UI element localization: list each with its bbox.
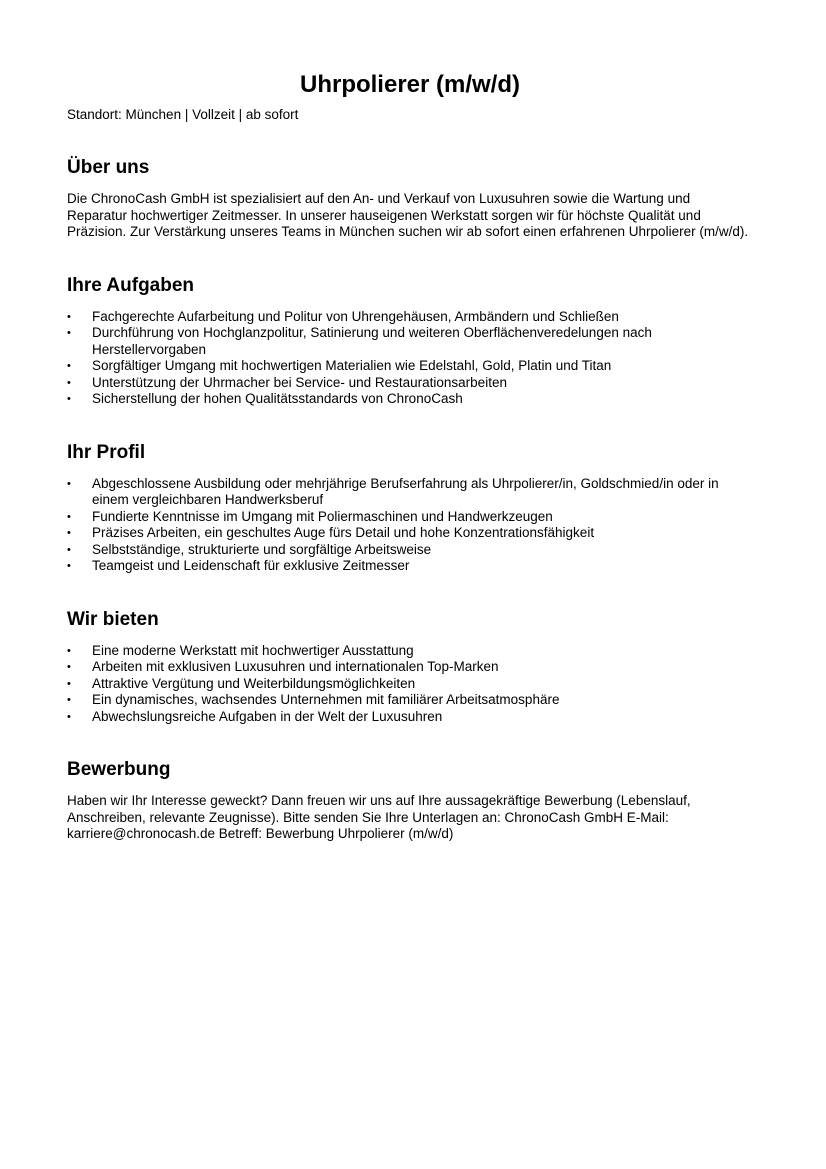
list-item [67,391,753,408]
list-item [67,659,753,676]
list-item-text: Abgeschlossene Ausbildung oder mehrjährige Berufserfahrung als Uhrpolierer/in, Goldschmied/in oder in einem vergleichbaren Handwerksberuf [92,475,719,507]
bullet-icon: • [67,360,71,372]
bullet-list [67,643,753,726]
list-item-text: Fundierte Kenntnisse im Umgang mit Poliermaschinen und Handwerkzeugen [92,508,553,524]
section-offer [67,609,753,726]
bullet-list [67,476,753,575]
list-item-text: Durchführung von Hochglanzpolitur, Satinierung und weiteren Oberflächenveredelungen nach Herstellervorgaben [92,325,652,357]
list-item [67,676,753,693]
list-item [67,643,753,660]
bullet-icon: • [67,376,71,389]
bullet-icon: • [67,543,71,556]
page-title: Uhrpolierer (m/w/d) [299,71,521,98]
list-item-text: Attraktive Vergütung und Weiterbildungsmöglichkeiten [92,675,416,691]
list-item-text: Selbstständige, strukturierte und sorgfältige Arbeitsweise [92,541,432,557]
list-item-text: Arbeiten mit exklusiven Luxusuhren und internationalen Top-Marken [92,659,499,674]
bullet-list [67,309,753,408]
bullet-icon: • [67,477,71,490]
document-content [67,157,753,877]
section-about [67,157,753,241]
list-item-text: Sicherstellung der hohen Qualitätsstandards von ChronoCash [92,391,463,406]
list-item [67,509,753,526]
section-apply [67,759,753,843]
list-item [67,692,753,709]
bullet-icon: • [67,694,71,706]
bullet-icon: • [67,527,71,539]
bullet-icon: • [67,661,71,673]
section-heading: Bewerbung [67,759,171,780]
section-paragraph: Die ChronoCash GmbH ist spezialisiert auf den An- und Verkauf von Luxusuhren sowie die Wartung und Reparatur hochwertiger Zeitmesser. In unserer hauseigenen Werkstatt sorgen wir für höchste Qualität und Präzision. Zur Verstärkung unseres Teams in München suchen wir ab sofort einen erfahrenen Uhrpolierer (m/w/d). [67,191,749,239]
list-item [67,309,753,326]
section-heading: Ihr Profil [67,441,146,463]
job-meta: Standort: München | Vollzeit | ab sofort [67,107,299,122]
list-item-text: Ein dynamisches, wachsendes Unternehmen mit familiärer Arbeitsatmosphäre [92,692,560,707]
section-heading: Wir bieten [67,608,159,630]
section-profile [67,442,753,575]
bullet-icon: • [67,677,71,690]
list-item [67,558,753,575]
list-item-text: Abwechslungsreiche Aufgaben in der Welt der Luxusuhren [92,708,443,724]
list-item-text: Teamgeist und Leidenschaft für exklusive Zeitmesser [92,558,410,573]
list-item-text: Sorgfältiger Umgang mit hochwertigen Materialien wie Edelstahl, Gold, Platin und Titan [92,358,612,373]
list-item-text: Präzises Arbeiten, ein geschultes Auge fürs Detail und hohe Konzentrationsfähigkeit [92,525,595,540]
list-item-text: Unterstützung der Uhrmacher bei Service- und Restaurationsarbeiten [92,374,507,390]
list-item-text: Eine moderne Werkstatt mit hochwertiger Ausstattung [92,642,414,658]
list-item [67,375,753,392]
list-item [67,325,753,358]
bullet-icon: • [67,310,71,323]
bullet-icon: • [67,327,71,339]
list-item [67,358,753,375]
section-paragraph: Haben wir Ihr Interesse geweckt? Dann freuen wir uns auf Ihre aussagekräftige Bewerbung (Lebenslauf, Anschreiben, relevante Zeugnisse). Bitte senden Sie Ihre Unterlagen an: ChronoCash GmbH E-Mail: karriere@chronocash.de Betreff: Bewerbung Uhrpolierer (m/w/d) [67,793,691,841]
bullet-icon: • [67,560,71,572]
section-heading: Ihre Aufgaben [67,274,195,296]
bullet-icon: • [67,510,71,523]
list-item-text: Fachgerechte Aufarbeitung und Politur von Uhrengehäusen, Armbändern und Schließen [92,308,619,324]
list-item [67,709,753,726]
list-item [67,542,753,559]
list-item [67,476,753,509]
bullet-icon: • [67,644,71,657]
list-item [67,525,753,542]
bullet-icon: • [67,710,71,723]
bullet-icon: • [67,393,71,405]
section-tasks [67,275,753,408]
section-heading: Über uns [67,157,150,178]
